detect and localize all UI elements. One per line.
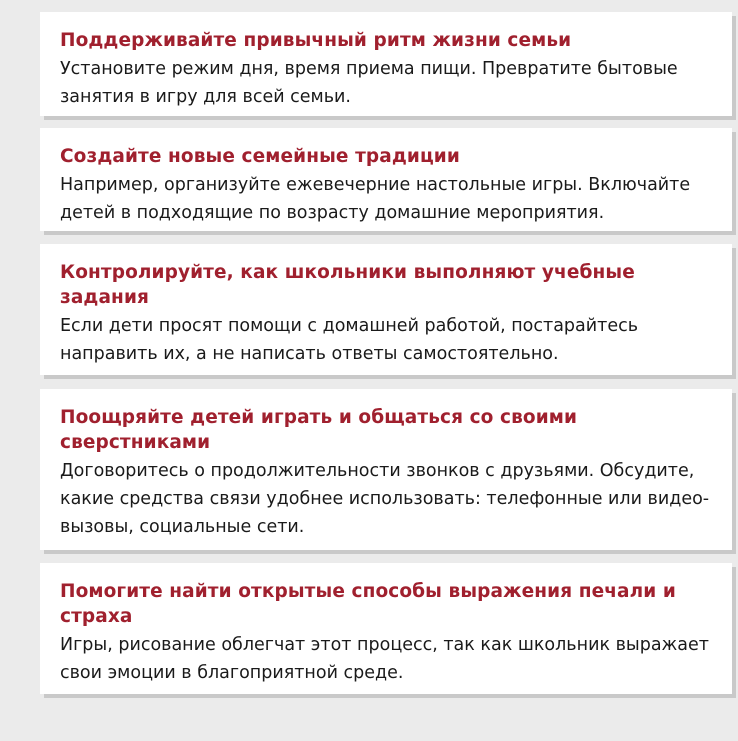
tip-title: Создайте новые семейные традиции [60, 146, 460, 167]
tip-card [40, 389, 732, 550]
tip-card [40, 12, 732, 116]
tip-text: Установите режим дня, время приема пищи. Превратите бытовые занятия в игру для всей семьи. [60, 59, 678, 107]
tip-text: Например, организуйте ежевечерние настольные игры. Включайте детей в подходящие по возрасту домашние мероприятия. [60, 175, 691, 223]
tip-title: Поддерживайте привычный ритм жизни семьи [60, 30, 572, 51]
tip-card [40, 244, 732, 375]
tip-card [40, 128, 732, 231]
tip-text: Игры, рисование облегчат этот процесс, так как школьник выражает свои эмоции в благоприятной среде. [60, 635, 709, 683]
tip-text: Договоритесь о продолжительности звонков с друзьями. Обсудите, какие средства связи удобнее использовать: телефонные или видео-вызовы, социальные сети. [60, 461, 710, 537]
tip-text: Если дети просят помощи с домашней работой, постарайтесь направить их, а не написать ответы самостоятельно. [60, 316, 639, 364]
tip-card [40, 563, 732, 694]
tip-title: Поощряйте детей играть и общаться со своими сверстниками [60, 407, 578, 453]
tip-title: Контролируйте, как школьники выполняют учебные задания [60, 262, 635, 308]
tip-title: Помогите найти открытые способы выражения печали и страха [60, 581, 676, 627]
